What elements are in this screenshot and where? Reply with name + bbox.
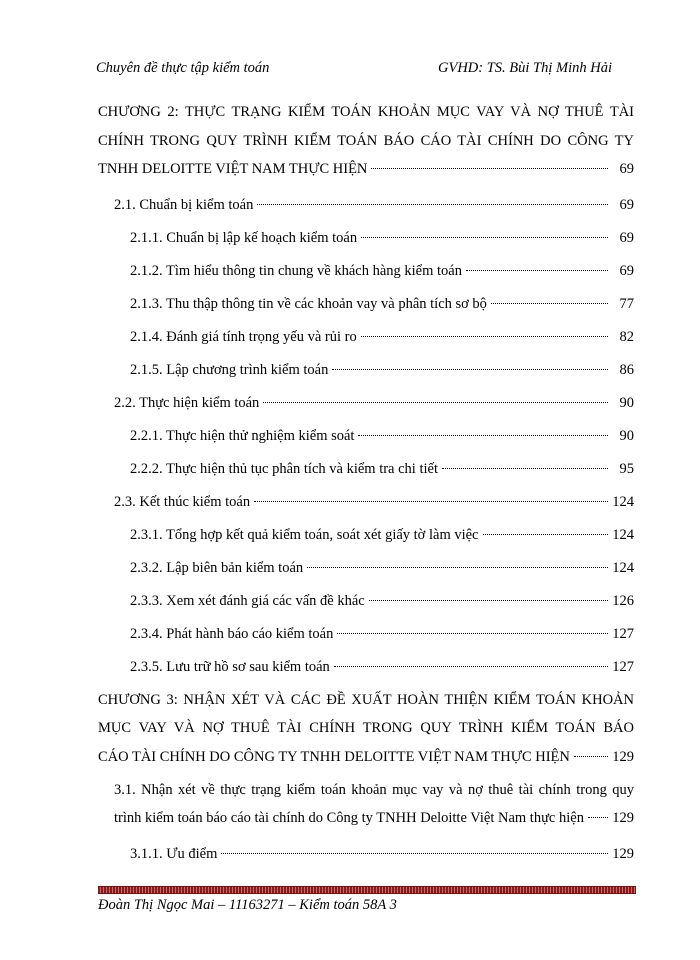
toc-leader (221, 853, 608, 854)
toc-entry-page: 69 (619, 229, 634, 246)
toc-entry-page: 77 (619, 295, 634, 312)
toc-leader (361, 336, 608, 337)
toc-entry[interactable] (98, 651, 634, 684)
toc-entries (98, 189, 634, 684)
toc-entry-page: 124 (612, 493, 634, 510)
page-header (96, 60, 612, 77)
toc-leader (337, 633, 608, 634)
toc-leader (307, 567, 608, 568)
toc-entry-text: 2.1.5. Lập chương trình kiểm toán (130, 361, 329, 378)
toc-entry-page: 82 (619, 328, 634, 345)
page-footer: Đoàn Thị Ngọc Mai – 11163271 – Kiểm toán 58A 3 (98, 897, 397, 913)
header-right: GVHD: TS. Bùi Thị Minh Hải (438, 60, 612, 76)
toc-entry-text: 2.1. Chuẩn bị kiểm toán (114, 196, 254, 213)
toc-entry-page: 129 (612, 846, 634, 862)
toc-leader (588, 817, 608, 818)
toc-chapter-3[interactable] (98, 686, 634, 772)
toc-entry-page: 127 (612, 625, 634, 642)
toc-leader (257, 204, 608, 205)
toc-leader (574, 756, 608, 757)
toc-leader (491, 303, 608, 304)
toc-leader (371, 168, 608, 169)
chapter-3-line-1: CHƯƠNG 3: NHẬN XÉT VÀ CÁC ĐỀ XUẤT HOÀN THIỆN KIỂM TOÁN KHOẢN (98, 691, 634, 708)
chapter-3-line-2: MỤC VAY VÀ NỢ THUÊ TÀI CHÍNH TRONG QUY TRÌNH KIỂM TOÁN BÁO (98, 720, 634, 736)
toc-entry-page: 69 (619, 262, 634, 279)
chapter-2-line-1: CHƯƠNG 2: THỰC TRẠNG KIỂM TOÁN KHOẢN MỤC VAY VÀ NỢ THUÊ TÀI (98, 104, 634, 120)
chapter-3-page: 129 (612, 748, 634, 765)
toc-leader (332, 369, 608, 370)
toc-leader (442, 468, 608, 469)
toc-entry-text: 2.2.1. Thực hiện thử nghiệm kiểm soát (130, 427, 355, 444)
toc-entry-text: 2.3.3. Xem xét đánh giá các vấn đề khác (130, 592, 365, 609)
toc-entry-text: 2.1.2. Tìm hiểu thông tin chung về khách hàng kiểm toán (130, 262, 462, 279)
toc-entry-text: 2.3.5. Lưu trữ hồ sơ sau kiểm toán (130, 658, 330, 675)
toc-entry-page: 86 (619, 361, 634, 378)
toc-entry-page: 90 (619, 394, 634, 411)
toc-entry-text: 3.1.1. Ưu điểm (130, 846, 218, 862)
chapter-3-line-3: CÁO TÀI CHÍNH DO CÔNG TY TNHH DELOITTE VIỆT NAM THỰC HIỆN (98, 748, 570, 765)
toc-entry-text: 2.2. Thực hiện kiểm toán (114, 394, 260, 411)
toc-entry[interactable] (98, 585, 634, 618)
toc-entry-page: 126 (612, 592, 634, 609)
toc-entry-page: 95 (619, 460, 634, 477)
chapter-2-page: 69 (619, 161, 634, 177)
toc-leader (466, 270, 608, 271)
toc-section-3-1[interactable] (98, 776, 634, 832)
toc-entry-text: 2.1.4. Đánh giá tính trọng yếu và rủi ro (130, 328, 357, 345)
toc-leader (361, 237, 608, 238)
toc-leader (263, 402, 608, 403)
toc-entry-text: 2.3.2. Lập biên bản kiểm toán (130, 559, 304, 576)
toc-entry-text: 2.1.3. Thu thập thông tin về các khoản vay và phân tích sơ bộ (130, 295, 487, 312)
toc-entry[interactable] (98, 453, 634, 486)
footer-divider (98, 886, 636, 894)
toc-entry[interactable] (98, 255, 634, 288)
toc-entry[interactable] (98, 486, 634, 519)
toc-entry-text: 2.3.1. Tổng hợp kết quả kiểm toán, soát xét giấy tờ làm việc (130, 526, 479, 543)
toc-entry-page: 127 (612, 658, 634, 675)
toc-leader (483, 534, 609, 535)
toc-entry[interactable] (98, 618, 634, 651)
toc-entry[interactable] (98, 552, 634, 585)
toc-entry-3-1-1[interactable] (98, 838, 634, 871)
section-3-1-line-1: 3.1. Nhận xét về thực trạng kiểm toán khoản mục vay và nợ thuê tài chính trong quy (114, 782, 634, 798)
toc-entry[interactable] (98, 288, 634, 321)
toc-entry-page: 90 (619, 427, 634, 444)
toc-entry[interactable] (98, 519, 634, 552)
toc-entry-text: 2.3. Kết thúc kiểm toán (114, 493, 251, 510)
toc-entry[interactable] (98, 420, 634, 453)
toc-leader (369, 600, 608, 601)
toc-entry[interactable] (98, 387, 634, 420)
toc-entry[interactable] (98, 222, 634, 255)
chapter-2-line-3: TNHH DELOITTE VIỆT NAM THỰC HIỆN (98, 161, 368, 177)
toc-leader (334, 666, 608, 667)
table-of-contents (98, 98, 634, 871)
toc-entry[interactable] (98, 321, 634, 354)
toc-entry-page: 124 (612, 526, 634, 543)
toc-leader (254, 501, 608, 502)
toc-entry-page: 69 (619, 196, 634, 213)
toc-entry-page: 124 (612, 559, 634, 576)
toc-entry[interactable] (98, 189, 634, 222)
toc-entry-text: 2.2.2. Thực hiện thủ tục phân tích và kiểm tra chi tiết (130, 460, 438, 477)
section-3-1-page: 129 (612, 810, 634, 826)
toc-entry[interactable] (98, 354, 634, 387)
toc-entry-text: 2.1.1. Chuẩn bị lập kế hoạch kiểm toán (130, 229, 358, 246)
toc-leader (358, 435, 608, 436)
header-left: Chuyên đề thực tập kiểm toán (96, 60, 270, 76)
chapter-2-line-2: CHÍNH TRONG QUY TRÌNH KIỂM TOÁN BÁO CÁO TÀI CHÍNH DO CÔNG TY (98, 132, 634, 149)
toc-chapter-2[interactable] (98, 98, 634, 184)
section-3-1-line-2: trình kiểm toán báo cáo tài chính do Công ty TNHH Deloitte Việt Nam thực hiện (114, 810, 584, 826)
toc-entry-text: 2.3.4. Phát hành báo cáo kiểm toán (130, 625, 334, 642)
